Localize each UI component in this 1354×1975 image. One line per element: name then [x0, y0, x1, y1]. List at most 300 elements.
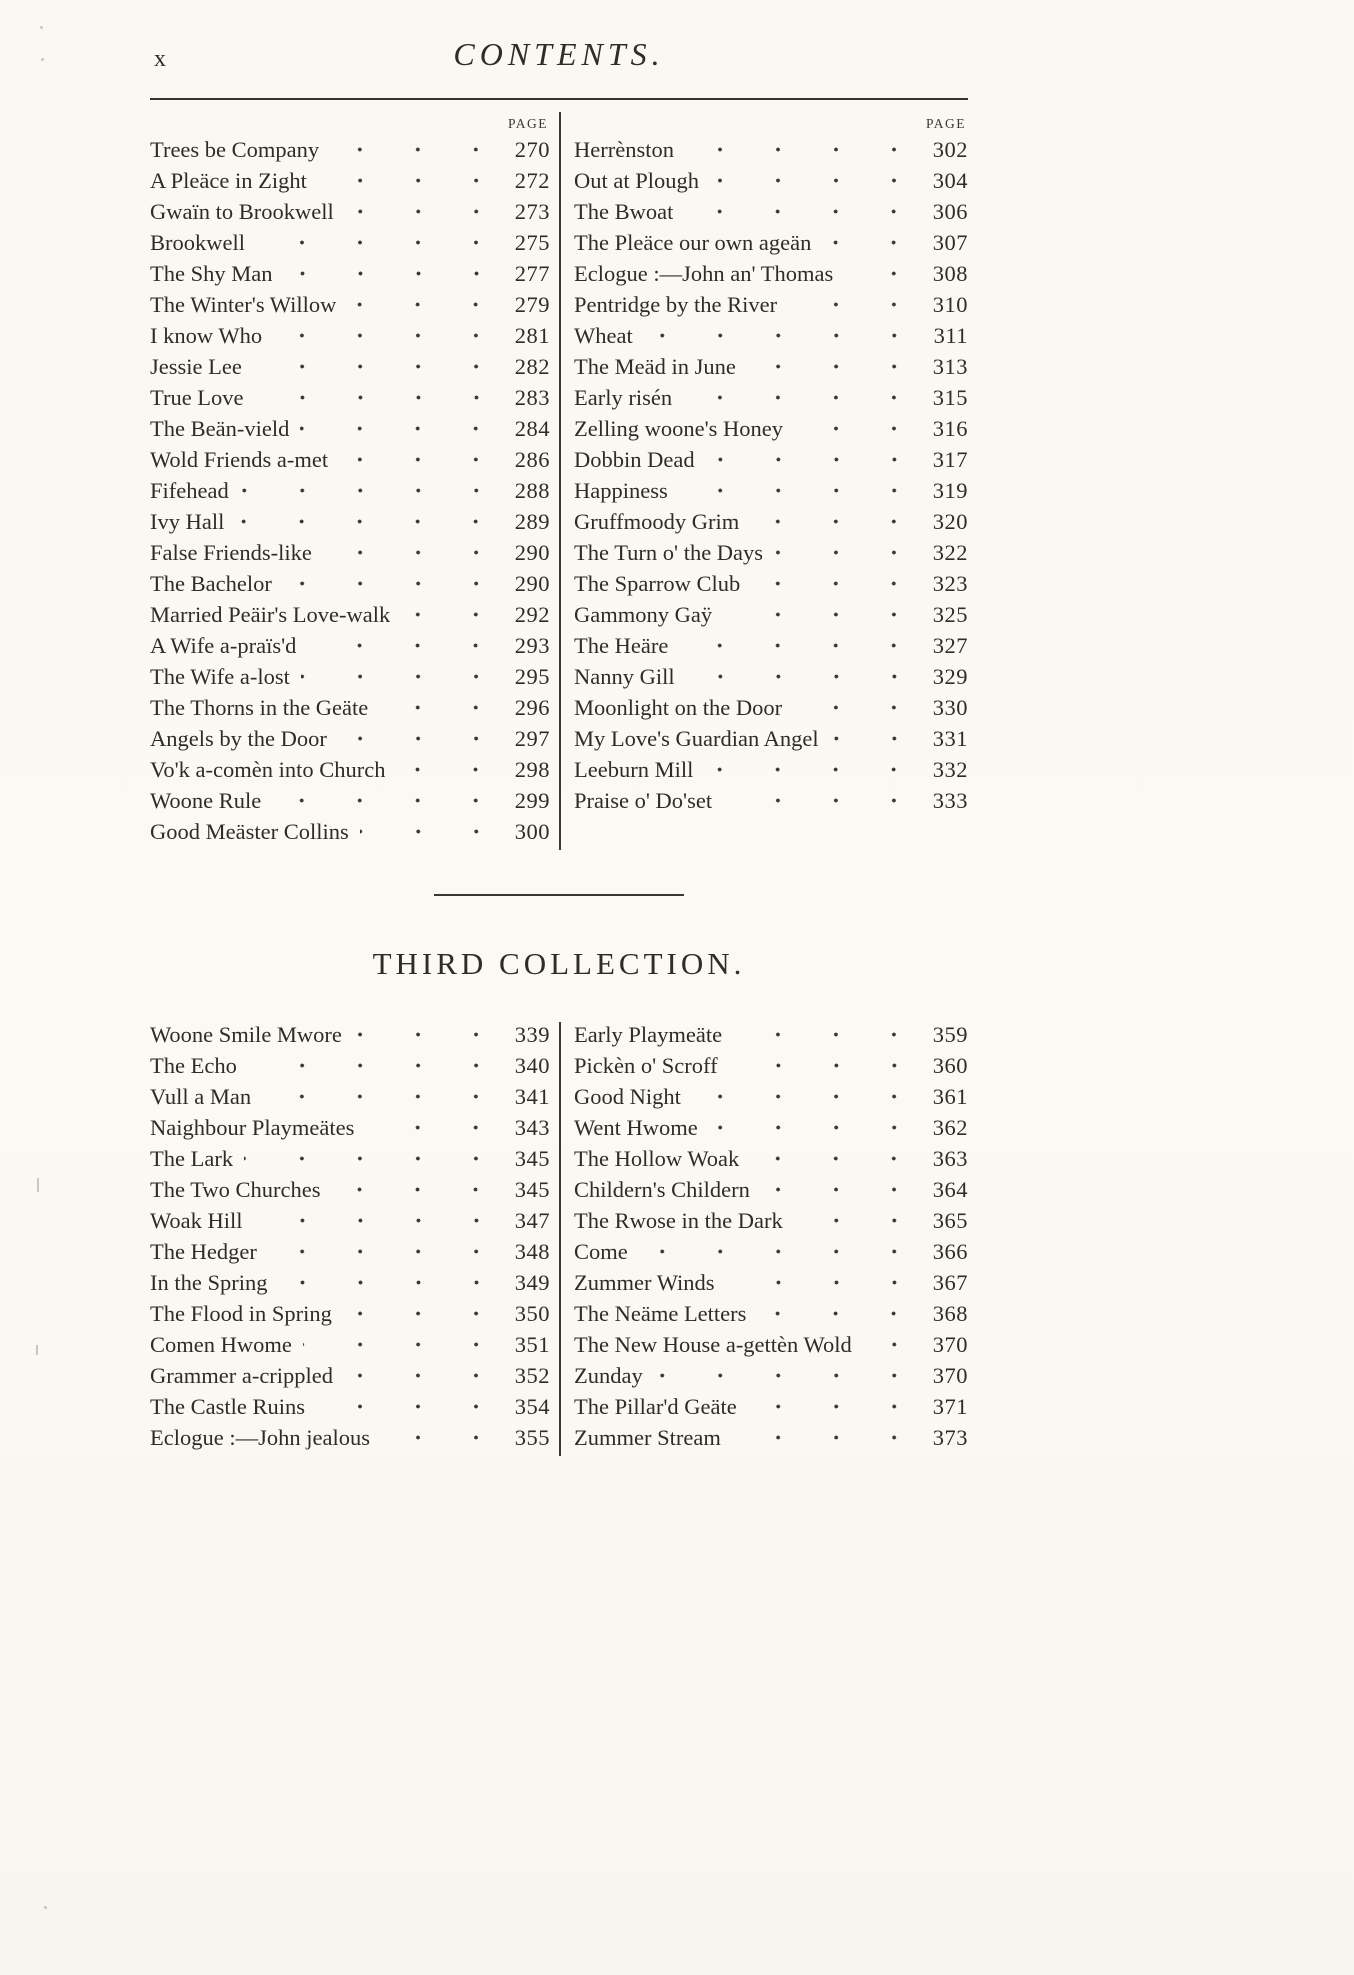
toc-entry	[574, 633, 968, 664]
toc-entry-page-number: 277	[514, 261, 550, 286]
toc-entry-title: The Turn o' the Days	[574, 540, 764, 565]
toc-entry	[574, 447, 968, 478]
toc-entry	[574, 1425, 968, 1456]
toc-entry-page-number: 362	[932, 1115, 968, 1140]
toc-entry-page-number: 347	[514, 1208, 550, 1233]
toc-entry	[574, 1363, 968, 1394]
toc-entry-page-number: 311	[933, 323, 968, 348]
toc-leader-dots	[353, 1022, 491, 1053]
toc-leader-dots	[255, 385, 491, 416]
toc-entry-title: The Beän-vield	[150, 416, 290, 441]
toc-entry	[574, 1394, 968, 1425]
toc-entry-title: Zelling woone's Honey	[574, 416, 784, 441]
toc-entry-page-number: 351	[514, 1332, 550, 1357]
toc-leader-dots	[344, 1363, 491, 1394]
toc-entry-page-number: 290	[514, 571, 550, 596]
toc-leader-dots	[401, 602, 491, 633]
toc-entry	[574, 354, 968, 385]
toc-entry-title: Eclogue :—John an' Thomas	[574, 261, 834, 286]
toc-entry-page-number: 298	[514, 757, 550, 782]
toc-leader-dots	[279, 1270, 492, 1301]
toc-entry	[574, 385, 968, 416]
toc-entry-page-number: 283	[514, 385, 550, 410]
toc-entry-page-number: 345	[514, 1177, 550, 1202]
toc-entry-page-number: 348	[514, 1239, 550, 1264]
toc-entry-title: Moonlight on the Door	[574, 695, 783, 720]
toc-entry-title: Naighbour Playmeätes	[150, 1115, 355, 1140]
toc-entry-title: The Heäre	[574, 633, 669, 658]
toc-entry-page-number: 306	[932, 199, 968, 224]
toc-entry-title: The Pillar'd Geäte	[574, 1394, 737, 1419]
toc-entry-page-number: 355	[514, 1425, 550, 1450]
toc-entry-title: The Rwose in the Dark	[574, 1208, 783, 1233]
toc-entry	[150, 1022, 550, 1053]
toc-leader-dots	[323, 540, 491, 571]
toc-entry	[574, 1022, 968, 1053]
toc-entry	[150, 633, 550, 664]
toc-entry-title: Happiness	[574, 478, 668, 503]
toc-entry	[150, 1363, 550, 1394]
toc-entry	[150, 1177, 550, 1208]
toc-entry	[574, 664, 968, 695]
toc-leader-dots	[683, 385, 909, 416]
toc-entry-page-number: 279	[514, 292, 550, 317]
toc-leader-dots	[654, 1363, 909, 1394]
toc-entry-page-number: 327	[932, 633, 968, 658]
toc-leader-dots	[256, 230, 491, 261]
toc-entry-title: The Wife a-lost	[150, 664, 290, 689]
toc-entry-page-number: 331	[932, 726, 968, 751]
toc-leader-dots	[686, 664, 909, 695]
toc-entry	[574, 1208, 968, 1239]
toc-entry-page-number: 323	[932, 571, 968, 596]
toc-entry	[574, 168, 968, 199]
toc-entry-title: The New House a-gettèn Wold	[574, 1332, 852, 1357]
toc-entry	[150, 199, 550, 230]
toc-entry-page-number: 371	[932, 1394, 968, 1419]
toc-entry-title: Zummer Stream	[574, 1425, 721, 1450]
toc-entry-title: Childern's Childern	[574, 1177, 750, 1202]
page-title: CONTENTS.	[453, 36, 665, 72]
toc-entry	[574, 261, 968, 292]
toc-entry	[574, 137, 968, 168]
toc-leader-dots	[284, 261, 492, 292]
toc-leader-dots	[318, 168, 491, 199]
toc-entry	[150, 571, 550, 602]
toc-leader-dots	[330, 137, 491, 168]
toc-entry-title: The Lark	[150, 1146, 234, 1171]
toc-entry	[150, 261, 550, 292]
toc-entry	[150, 385, 550, 416]
toc-entry	[574, 602, 968, 633]
toc-leader-dots	[732, 1425, 909, 1456]
toc-entry-title: The Shy Man	[150, 261, 273, 286]
toc-entry-page-number: 333	[932, 788, 968, 813]
toc-leader-dots	[644, 323, 909, 354]
toc-entry-title: Gammony Gaÿ	[574, 602, 713, 627]
toc-entry-title: Vull a Man	[150, 1084, 252, 1109]
toc-entry-title: Early Playmeäte	[574, 1022, 723, 1047]
toc-entry	[150, 1270, 550, 1301]
toc-leader-dots	[729, 1053, 909, 1084]
toc-section-third-collection	[150, 1022, 968, 1456]
toc-leader-dots	[726, 1270, 909, 1301]
toc-entry-title: The Echo	[150, 1053, 237, 1078]
toc-entry-title: Grammer a-crippled	[150, 1363, 334, 1388]
toc-leader-dots	[360, 819, 491, 850]
toc-entry-title: Out at Plough	[574, 168, 700, 193]
toc-entry-page-number: 308	[932, 261, 968, 286]
toc-entry	[150, 1301, 550, 1332]
toc-entry-title: My Love's Guardian Angel	[574, 726, 819, 751]
toc-entry	[150, 447, 550, 478]
page-column-label-right: PAGE	[925, 116, 966, 131]
toc-entry	[574, 1146, 968, 1177]
toc-leader-dots	[757, 1301, 909, 1332]
toc-entry	[150, 1332, 550, 1363]
toc-leader-dots	[704, 757, 909, 788]
toc-leader-dots	[272, 788, 491, 819]
toc-leader-dots	[679, 633, 909, 664]
toc-entry	[574, 292, 968, 323]
toc-entry	[150, 788, 550, 819]
toc-entry-page-number: 284	[514, 416, 550, 441]
toc-entry-title: The Bachelor	[150, 571, 272, 596]
toc-entry-title: Leeburn Mill	[574, 757, 694, 782]
toc-leader-dots	[300, 416, 491, 447]
toc-entry	[150, 1425, 550, 1456]
toc-entry	[574, 540, 968, 571]
toc-leader-dots	[830, 726, 909, 757]
toc-entry-title: Woone Rule	[150, 788, 262, 813]
toc-entry	[574, 1084, 968, 1115]
toc-column-right	[559, 112, 968, 850]
toc-entry-title: False Friends-like	[150, 540, 312, 565]
toc-entry-title: Early risén	[574, 385, 673, 410]
toc-entry-page-number: 286	[514, 447, 550, 472]
toc-column-left	[150, 112, 559, 850]
toc-entry-title: Good Meäster Collins	[150, 819, 349, 844]
toc-entry	[574, 1239, 968, 1270]
toc-leader-dots	[244, 1146, 491, 1177]
toc-entry-page-number: 366	[932, 1239, 968, 1264]
toc-entry-page-number: 343	[514, 1115, 550, 1140]
toc-entry	[574, 416, 968, 447]
toc-entry-title: Eclogue :—John jealous	[150, 1425, 370, 1450]
toc-leader-dots	[301, 664, 491, 695]
toc-entry	[150, 416, 550, 447]
toc-entry	[150, 726, 550, 757]
toc-entry-page-number: 270	[514, 137, 550, 162]
toc-entry-page-number: 349	[514, 1270, 550, 1295]
toc-leader-dots	[331, 1177, 491, 1208]
toc-leader-dots	[268, 1239, 491, 1270]
toc-leader-dots	[365, 1115, 491, 1146]
toc-entry-page-number: 340	[514, 1053, 550, 1078]
toc-entry	[574, 788, 968, 819]
toc-leader-dots	[751, 571, 909, 602]
toc-entry-page-number: 359	[932, 1022, 968, 1047]
toc-leader-dots	[343, 1301, 491, 1332]
toc-entry-title: Vo'k a-comèn into Church	[150, 757, 386, 782]
toc-entry	[574, 478, 968, 509]
toc-leader-dots	[396, 757, 491, 788]
toc-entry-page-number: 322	[932, 540, 968, 565]
toc-entry	[574, 1301, 968, 1332]
page-header	[150, 36, 968, 90]
toc-entry	[574, 509, 968, 540]
toc-leader-dots	[793, 695, 909, 726]
toc-entry-page-number: 282	[514, 354, 550, 379]
toc-leader-dots	[723, 602, 909, 633]
toc-leader-dots	[240, 478, 491, 509]
toc-entry-page-number: 288	[514, 478, 550, 503]
page-content	[150, 36, 968, 1456]
toc-entry	[150, 1394, 550, 1425]
toc-leader-dots	[750, 509, 909, 540]
toc-entry-title: Comen Hwome	[150, 1332, 292, 1357]
toc-leader-dots	[339, 447, 491, 478]
toc-entry-title: Praise o' Do'set	[574, 788, 713, 813]
toc-entry	[150, 478, 550, 509]
toc-leader-dots	[639, 1239, 909, 1270]
toc-entry-page-number: 295	[514, 664, 550, 689]
toc-entry-title: Ivy Hall	[150, 509, 225, 534]
toc-entry	[150, 509, 550, 540]
toc-entry-page-number: 317	[932, 447, 968, 472]
toc-entry-page-number: 304	[932, 168, 968, 193]
toc-leader-dots	[822, 230, 909, 261]
toc-entry	[574, 571, 968, 602]
scan-mark	[36, 1345, 38, 1355]
toc-entry-page-number: 307	[932, 230, 968, 255]
toc-entries-left	[150, 1022, 550, 1456]
toc-entry-title: In the Spring	[150, 1270, 268, 1295]
toc-entry-page-number: 320	[932, 509, 968, 534]
toc-entry-title: Trees be Company	[150, 137, 320, 162]
toc-leader-dots	[788, 292, 909, 323]
toc-entry	[150, 1146, 550, 1177]
toc-entry-title: Dobbin Dead	[574, 447, 695, 472]
toc-entry	[150, 819, 550, 850]
toc-entry-page-number: 293	[514, 633, 550, 658]
toc-entry-page-number: 315	[932, 385, 968, 410]
toc-entry-page-number: 300	[514, 819, 550, 844]
toc-entry-title: Angels by the Door	[150, 726, 327, 751]
toc-leader-dots	[794, 1208, 909, 1239]
toc-entry	[150, 602, 550, 633]
toc-entry-title: Wheat	[574, 323, 633, 348]
toc-entry-title: The Thorns in the Geäte	[150, 695, 369, 720]
toc-entry-title: Married Peäir's Love-walk	[150, 602, 391, 627]
folio-page-number: x	[154, 46, 166, 72]
toc-entry-title: Woak Hill	[150, 1208, 243, 1233]
toc-entry-page-number: 310	[932, 292, 968, 317]
toc-leader-dots	[235, 509, 491, 540]
toc-entry-title: I know Who	[150, 323, 263, 348]
scan-speck	[41, 58, 44, 61]
toc-entry-page-number: 365	[932, 1208, 968, 1233]
toc-entry-title: The Hedger	[150, 1239, 257, 1264]
toc-entry-title: Brookwell	[150, 230, 245, 255]
toc-entry	[150, 540, 550, 571]
toc-entry-title: Come	[574, 1239, 628, 1264]
header-rule	[150, 98, 968, 100]
toc-leader-dots	[253, 354, 491, 385]
toc-entry-title: Jessie Lee	[150, 354, 242, 379]
toc-entry	[574, 1270, 968, 1301]
toc-leader-dots	[761, 1177, 909, 1208]
toc-leader-dots	[347, 292, 491, 323]
toc-leader-dots	[723, 788, 909, 819]
toc-entry-page-number: 289	[514, 509, 550, 534]
toc-leader-dots	[254, 1208, 491, 1239]
toc-entry-title: The Winter's Willow	[150, 292, 337, 317]
toc-column-right	[559, 1022, 968, 1456]
toc-leader-dots	[706, 447, 909, 478]
toc-entry-page-number: 370	[932, 1363, 968, 1388]
toc-entry-page-number: 330	[932, 695, 968, 720]
toc-entry-title: The Castle Ruins	[150, 1394, 305, 1419]
toc-entry-title: The Sparrow Club	[574, 571, 741, 596]
toc-entry-title: The Flood in Spring	[150, 1301, 332, 1326]
toc-entry-page-number: 316	[932, 416, 968, 441]
toc-entry	[574, 199, 968, 230]
toc-leader-dots	[750, 1146, 909, 1177]
toc-entry-page-number: 361	[932, 1084, 968, 1109]
toc-entry-page-number: 368	[932, 1301, 968, 1326]
toc-entry-page-number: 325	[932, 602, 968, 627]
toc-entry	[574, 1332, 968, 1363]
toc-entry-title: Herrènston	[574, 137, 674, 162]
toc-entry	[150, 1239, 550, 1270]
toc-entry-page-number: 339	[514, 1022, 550, 1047]
toc-entry-page-number: 296	[514, 695, 550, 720]
toc-leader-dots	[381, 1425, 491, 1456]
toc-leader-dots	[692, 1084, 909, 1115]
toc-entry-title: Pickèn o' Scroff	[574, 1053, 718, 1078]
toc-entries-right	[574, 1022, 968, 1456]
toc-entry	[574, 1115, 968, 1146]
toc-entries-right	[574, 137, 968, 819]
toc-entry	[574, 230, 968, 261]
toc-entry-title: Zummer Winds	[574, 1270, 715, 1295]
scan-mark	[37, 1178, 39, 1192]
toc-leader-dots	[844, 261, 909, 292]
toc-entry	[150, 1084, 550, 1115]
toc-entry-title: Went Hwome	[574, 1115, 698, 1140]
toc-leader-dots	[794, 416, 909, 447]
toc-leader-dots	[262, 1084, 491, 1115]
toc-entry-page-number: 281	[514, 323, 550, 348]
toc-leader-dots	[709, 1115, 909, 1146]
toc-leader-dots	[863, 1332, 909, 1363]
toc-entry-page-number: 319	[932, 478, 968, 503]
toc-entry	[574, 695, 968, 726]
toc-entry-title: Fifehead	[150, 478, 229, 503]
toc-entry-page-number: 364	[932, 1177, 968, 1202]
toc-column-left	[150, 1022, 559, 1456]
toc-entry-title: Gruffmoody Grim	[574, 509, 740, 534]
toc-entry-page-number: 350	[514, 1301, 550, 1326]
toc-entry-page-number: 302	[932, 137, 968, 162]
page-column-label-left: PAGE	[507, 116, 548, 131]
toc-entry-page-number: 345	[514, 1146, 550, 1171]
toc-entry-title: The Neäme Letters	[574, 1301, 747, 1326]
toc-entry	[150, 1053, 550, 1084]
toc-entry-title: Woone Smile Mwore	[150, 1022, 342, 1047]
toc-entry	[150, 292, 550, 323]
toc-entry	[150, 354, 550, 385]
toc-entry-title: A Wife a-praïs'd	[150, 633, 297, 658]
toc-entry-page-number: 354	[514, 1394, 550, 1419]
scan-speck	[40, 26, 43, 29]
toc-entry-page-number: 297	[514, 726, 550, 751]
toc-entry-title: Good Night	[574, 1084, 681, 1109]
toc-entry	[574, 1053, 968, 1084]
toc-entry-page-number: 273	[514, 199, 550, 224]
toc-entry-title: Wold Friends a-met	[150, 447, 329, 472]
toc-entry	[150, 695, 550, 726]
toc-entry	[574, 726, 968, 757]
toc-entry-page-number: 329	[932, 664, 968, 689]
toc-leader-dots	[774, 540, 909, 571]
toc-entry-title: A Pleäce in Zight	[150, 168, 307, 193]
toc-leader-dots	[748, 1394, 909, 1425]
toc-entry-page-number: 290	[514, 540, 550, 565]
toc-entry	[150, 323, 550, 354]
toc-entry-title: The Bwoat	[574, 199, 674, 224]
toc-entry-title: The Two Churches	[150, 1177, 321, 1202]
toc-entry-page-number: 313	[932, 354, 968, 379]
toc-entry	[574, 757, 968, 788]
toc-entry	[150, 168, 550, 199]
collection-heading: THIRD COLLECTION.	[372, 946, 746, 981]
toc-leader-dots	[303, 1332, 491, 1363]
toc-entry-page-number: 363	[932, 1146, 968, 1171]
toc-leader-dots	[710, 168, 909, 199]
toc-entry	[150, 1208, 550, 1239]
toc-leader-dots	[684, 199, 909, 230]
toc-entry	[150, 230, 550, 261]
toc-leader-dots	[248, 1053, 491, 1084]
toc-entry-page-number: 373	[932, 1425, 968, 1450]
toc-entry	[574, 1177, 968, 1208]
section-divider-rule	[434, 894, 684, 896]
toc-section-first	[150, 112, 968, 850]
toc-leader-dots	[345, 199, 491, 230]
toc-leader-dots	[679, 478, 909, 509]
toc-entry-page-number: 292	[514, 602, 550, 627]
toc-entry	[150, 1115, 550, 1146]
toc-entry	[150, 757, 550, 788]
toc-leader-dots	[307, 633, 491, 664]
toc-entry-title: True Love	[150, 385, 244, 410]
toc-entry-page-number: 299	[514, 788, 550, 813]
toc-leader-dots	[685, 137, 909, 168]
toc-entry-page-number: 352	[514, 1363, 550, 1388]
toc-entry-title: The Meäd in June	[574, 354, 736, 379]
toc-entry-title: The Hollow Woak	[574, 1146, 740, 1171]
toc-leader-dots	[733, 1022, 909, 1053]
toc-entry-page-number: 272	[514, 168, 550, 193]
toc-leader-dots	[747, 354, 909, 385]
toc-leader-dots	[316, 1394, 491, 1425]
toc-entry-title: Gwaïn to Brookwell	[150, 199, 334, 224]
toc-leader-dots	[379, 695, 491, 726]
toc-leader-dots	[283, 571, 491, 602]
toc-entry	[150, 664, 550, 695]
